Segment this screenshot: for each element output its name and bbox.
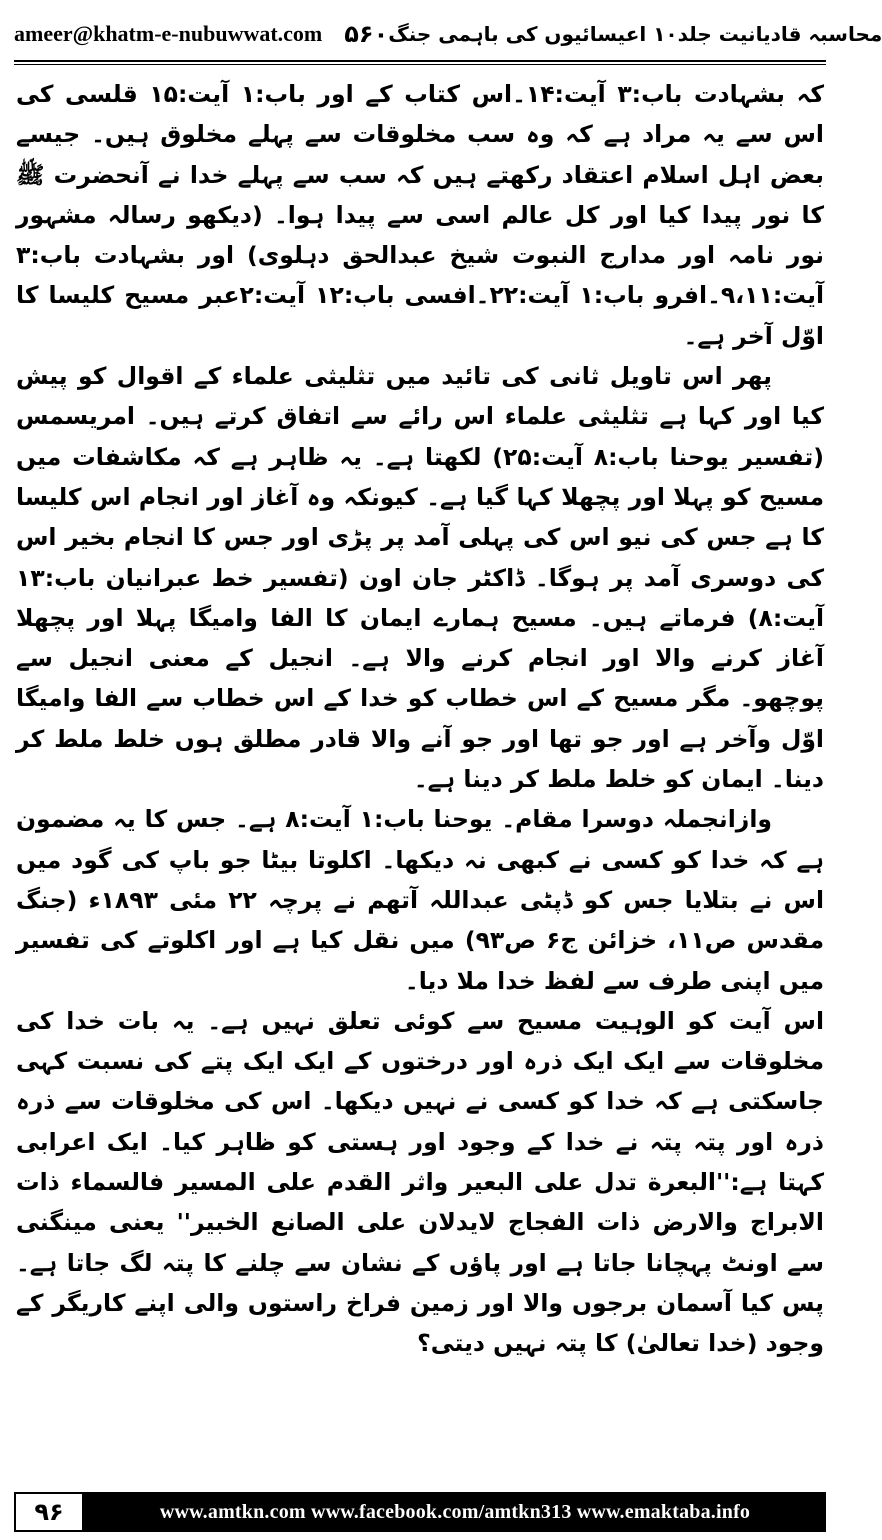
paragraph-3: وازانجملہ دوسرا مقام۔ یوحنا باب:۱ آیت:۸ ہے۔ جس کا یہ مضمون ہے کہ خدا کو کسی نے کبھی نہ دیکھا۔ اکلوتا بیٹا جو باپ کی گود میں اس نے بتلایا جس کو ڈپٹی عبداللہ آتھم نے پرچہ ۲۲ مئی ۱۸۹۳ء (جنگ مقدس ص۱۱، خزائن ج۶ ص۹۳) میں نقل کیا ہے اور اکلوتے کی تفسیر میں اپنی طرف سے لفظ خدا ملا دیا۔ [16, 805, 825, 995]
footer-page-number: ۹۶ [14, 1492, 84, 1532]
header-divider-thin [14, 64, 826, 65]
header-email[interactable]: ameer@khatm-e-nubuwwat.com [14, 21, 323, 46]
paragraph-2: پھر اس تاویل ثانی کی تائید میں تثلیثی علماء کے اقوال کو پیش کیا اور کہا ہے تثلیثی علماء اس رائے سے اتفاق کرتے ہیں۔ امریسمس (تفسیر یوحنا باب:۸ آیت:۲۵) لکھتا ہے۔ یہ ظاہر ہے کہ مکاشفات میں مسیح کو پہلا اور پچھلا کہا گیا ہے۔ کیونکہ وہ آغاز اور انجام اس کلیسا کا ہے جس کی نیو اس کی پہلی آمد پر پڑی اور جس کا انجام بخیر اس کی دوسری آمد پر ہوگا۔ ڈاکٹر جان اون (تفسیر خط عبرانیان باب:۱۳ آیت:۸) فرماتے ہیں۔ مسیح ہمارے ایمان کا الفا وامیگا پہلا اور پچھلا آغاز کرنے والا اور انجام کرنے والا ہے۔ انجیل کے معنی انجیل سے پوچھو۔ مگر مسیح کے اس خطاب کو خدا کے اس خطاب سے الفا وامیگا اوّل وآخر ہے اور جو تھا اور جو آنے والا قادر مطلق ہوں خلط ملط کر دینا۔ ایمان کو خلط ملط کر دینا ہے۔ [16, 362, 824, 794]
header-divider [14, 60, 826, 62]
header-page-number: ۵۶۰ [344, 20, 389, 48]
page-header [14, 12, 882, 56]
header-left [14, 20, 388, 48]
header-title: محاسبہ قادیانیت جلد۱۰ اعیسائیوں کی باہمی جنگ [388, 22, 882, 46]
footer-links[interactable]: www.amtkn.com www.facebook.com/amtkn313 www.emaktaba.info [159, 1500, 751, 1523]
page-footer [14, 1492, 826, 1532]
paragraph-1: کہ بشہادت باب:۳ آیت:۱۴۔اس کتاب کے اور باب:۱ آیت:۱۵ قلسی کی اس سے یہ مراد ہے کہ وہ سب مخلوقات سے پہلے مخلوق ہیں۔ جیسے بعض اہل اسلام اعتقاد رکھتے ہیں کہ سب سے پہلے خدا نے آنحضرت ﷺ کا نور پیدا کیا اور کل عالم اسی سے پیدا ہوا۔ (دیکھو رسالہ مشہور نور نامہ اور مدارج النبوت شیخ عبدالحق دہلوی) اور بشہادت باب:۳ آیت:۹،۱۱۔افرو باب:۱ آیت:۲۲۔افسی باب:۱۲ آیت:۲عبر مسیح کلیسا کا اوّل آخر ہے۔ [16, 80, 825, 350]
page-body [16, 74, 824, 1464]
paragraph-4: اس آیت کو الوہیت مسیح سے کوئی تعلق نہیں ہے۔ یہ بات خدا کی مخلوقات سے ایک ایک ذرہ اور درختوں کے ایک ایک پتے کی نسبت کہی جاسکتی ہے کہ خدا کو کسی نے نہیں دیکھا۔ اس کی مخلوقات سے ذرہ ذرہ اور پتہ پتہ نے خدا کے وجود اور ہستی کو ظاہر کیا۔ ایک اعرابی کہتا ہے:''البعرة تدل علی البعیر واثر القدم علی المسیر فالسماء ذات الابراج والارض ذات الفجاج لایدلان علی الصانع الخبیر'' یعنی مینگنی سے اونٹ پہچانا جاتا ہے اور پاؤں کے نشان سے چلنے کا پتہ لگ جاتا ہے۔ پس کیا آسمان برجوں والا اور زمین فراخ راستوں والی اپنے کاریگر کے وجود (خدا تعالیٰ) کا پتہ نہیں دیتی؟ [16, 1006, 824, 1358]
